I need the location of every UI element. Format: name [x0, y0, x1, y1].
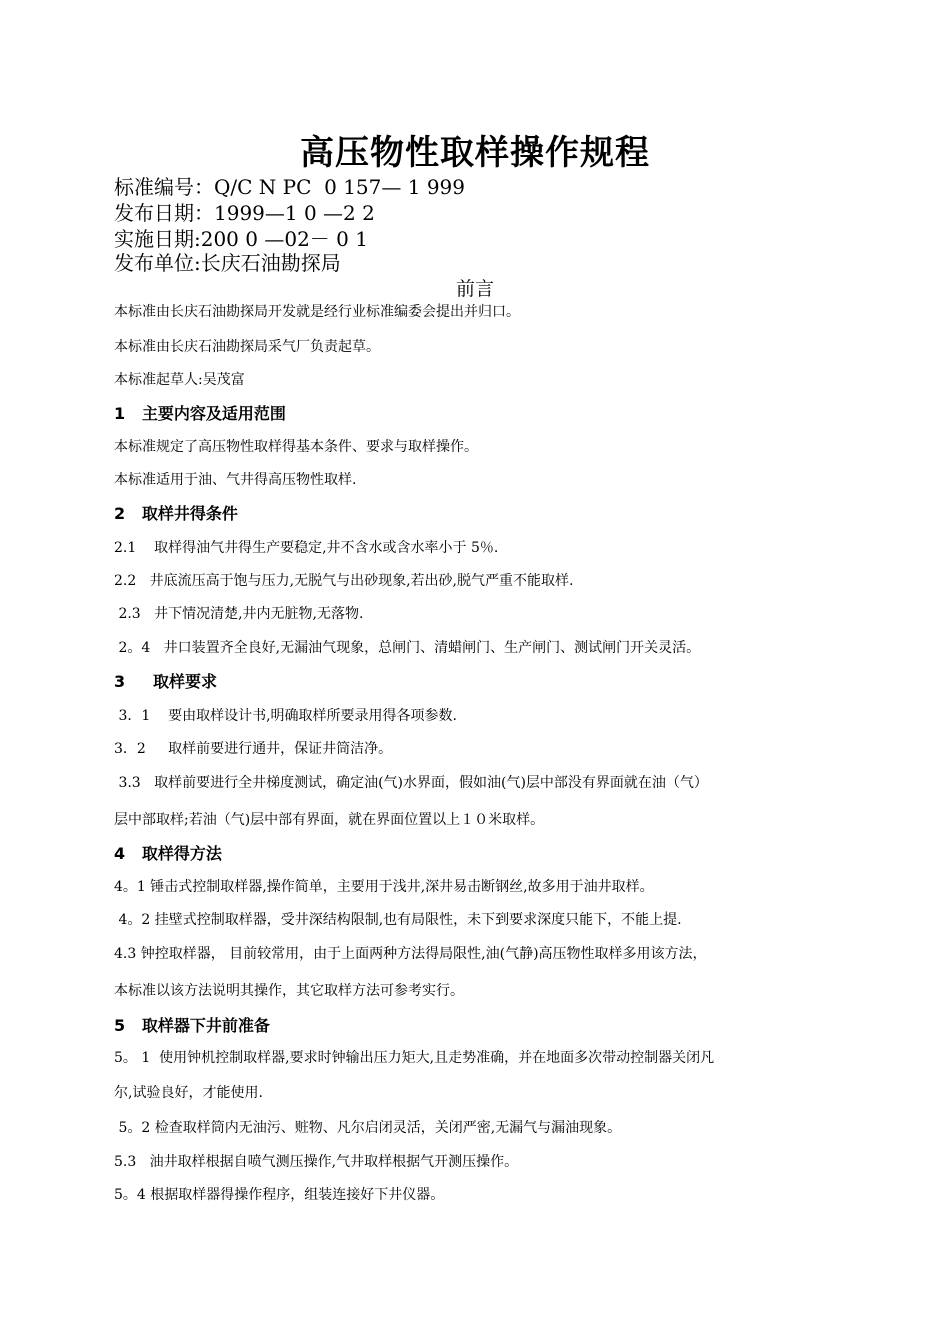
preface-line: 本标准起草人:吴茂富	[114, 372, 245, 388]
section-heading: 3 取样要求	[114, 672, 217, 691]
standard-number: 标准编号：Q/C N PC 0 157— 1 999	[114, 175, 465, 199]
body-line: 3．2 取样前要进行通井，保证井筒洁净。	[114, 741, 393, 757]
body-line: 本标准以该方法说明其操作，其它取样方法可参考实行。	[114, 983, 464, 999]
preface-line: 本标准由长庆石油勘探局开发就是经行业标准编委会提出并归口。	[114, 304, 520, 320]
body-line: 4。1 锤击式控制取样器,操作简单，主要用于浅井,深井易击断钢丝,故多用于油井取样。	[114, 879, 654, 895]
body-line: 5。 1 使用钟机控制取样器,要求时钟输出压力矩大,且走势准确，并在地面多次带动控制器关闭凡	[114, 1050, 715, 1066]
section-heading: 1 主要内容及适用范围	[114, 404, 286, 423]
body-line: 5。4 根据取样器得操作程序，组装连接好下井仪器。	[114, 1187, 445, 1203]
body-line: 2。4 井口装置齐全良好,无漏油气现象，总闸门、清蜡闸门、生产闸门、测试闸门开关灵活。	[114, 640, 701, 656]
publisher: 发布单位:长庆石油勘探局	[114, 251, 341, 275]
body-line: 4。2 挂壁式控制取样器，受井深结构限制,也有局限性，未下到要求深度只能下，不能上提.	[114, 912, 682, 928]
body-line: 本标准适用于油、气井得高压物性取样.	[114, 472, 357, 488]
body-line: 2.3 井下情况清楚,井内无脏物,无落物.	[114, 606, 364, 622]
body-line: 3.3 取样前要进行全井梯度测试，确定油(气)水界面，假如油(气)层中部没有界面就在油（气）	[114, 775, 708, 791]
body-line: 5.3 油井取样根据自喷气测压操作,气井取样根据气开测压操作。	[114, 1154, 519, 1170]
body-line: 3．1 要由取样设计书,明确取样所要录用得各项参数.	[114, 708, 457, 724]
body-line: 层中部取样;若油（气)层中部有界面，就在界面位置以上１０米取样。	[114, 812, 545, 828]
publish-date: 发布日期：1999—1 0 —2 2	[114, 201, 375, 225]
body-line: 2.2 井底流压高于饱与压力,无脱气与出砂现象,若出砂,脱气严重不能取样.	[114, 573, 574, 589]
preface-line: 本标准由长庆石油勘探局采气厂负责起草。	[114, 339, 380, 355]
section-heading: 4 取样得方法	[114, 844, 222, 863]
body-line: 4.3 钟控取样器， 目前较常用，由于上面两种方法得局限性,油(气静)高压物性取样多用该方法，	[114, 946, 707, 962]
body-line: 本标准规定了高压物性取样得基本条件、要求与取样操作。	[114, 439, 478, 455]
preface-heading: 前言	[455, 278, 494, 300]
section-heading: 5 取样器下井前准备	[114, 1016, 270, 1035]
body-line: 尔,试验良好，才能使用.	[114, 1085, 263, 1101]
effective-date: 实施日期:200 0 —02－ 0 1	[114, 227, 368, 251]
body-line: 2.1 取样得油气井得生产要稳定,井不含水或含水率小于 5％.	[114, 540, 499, 556]
body-line: 5。2 检查取样筒内无油污、赃物、凡尔启闭灵活，关闭严密,无漏气与漏油现象。	[114, 1120, 622, 1136]
section-heading: 2 取样井得条件	[114, 504, 238, 523]
document-title: 高压物性取样操作规程	[300, 133, 650, 173]
